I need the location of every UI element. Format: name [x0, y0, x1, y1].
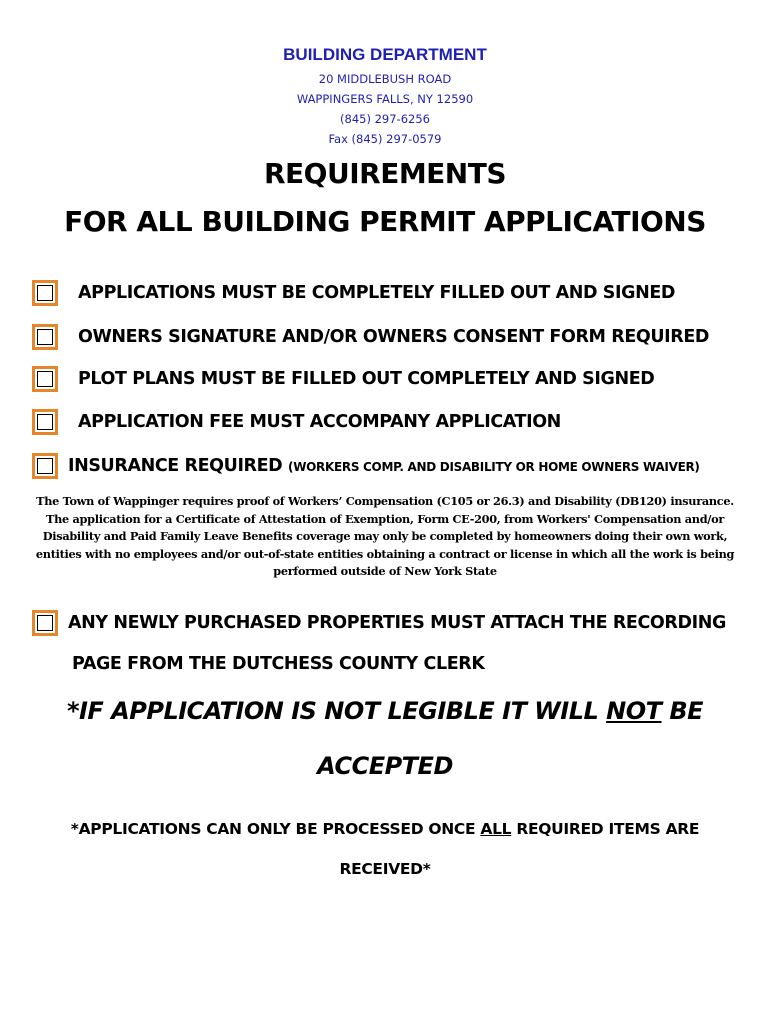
legibility-warning-part2: BE	[661, 697, 704, 725]
requirement-checkbox[interactable]	[32, 280, 58, 306]
address-line-1: 20 MIDDLEBUSH ROAD	[318, 72, 452, 86]
address-line-2: WAPPINGERS FALLS, NY 12590	[296, 92, 474, 106]
requirement-checkbox[interactable]	[32, 610, 58, 636]
requirement-label: APPLICATION FEE MUST ACCOMPANY APPLICATION	[78, 412, 561, 432]
requirement-checkbox[interactable]	[32, 366, 58, 392]
requirement-item	[32, 324, 709, 350]
requirement-label: PLOT PLANS MUST BE FILLED OUT COMPLETELY AND SIGNED	[78, 369, 655, 389]
page-subtitle: FOR ALL BUILDING PERMIT APPLICATIONS	[64, 205, 706, 238]
requirement-checkbox[interactable]	[32, 453, 58, 479]
department-name: BUILDING DEPARTMENT	[283, 45, 487, 64]
requirement-label: ANY NEWLY PURCHASED PROPERTIES MUST ATTACH THE RECORDING	[68, 613, 726, 633]
processing-notice-line2: RECEIVED*	[339, 860, 431, 878]
insurance-notice: The Town of Wappinger requires proof of Workers’ Compensation (C105 or 26.3) and Disability (DB120) insurance. The application for a Certificate of Attestation of Exemption, Form CE-200, from Workers' Compensation and/or Disability and Paid Family Leave Benefits coverage may only be completed by homeowners doing their own work, entities with no employees and/or out-of-state entities obtaining a contract or license in which all the work is being performed outside of New York State	[35, 494, 735, 578]
insurance-label: INSURANCE REQUIRED	[68, 456, 283, 476]
requirement-label: OWNERS SIGNATURE AND/OR OWNERS CONSENT FORM REQUIRED	[78, 327, 710, 347]
legibility-warning-part1: *IF APPLICATION IS NOT LEGIBLE IT WILL	[66, 697, 607, 725]
requirement-item	[32, 409, 561, 435]
processing-notice-part1: *APPLICATIONS CAN ONLY BE PROCESSED ONCE	[70, 820, 481, 838]
requirement-label: APPLICATIONS MUST BE COMPLETELY FILLED OUT AND SIGNED	[78, 283, 676, 303]
requirement-label	[68, 456, 700, 476]
requirement-item	[32, 366, 654, 392]
fax-number: Fax (845) 297-0579	[328, 132, 442, 146]
legibility-warning	[0, 697, 770, 725]
phone-number: (845) 297-6256	[340, 112, 430, 126]
insurance-note: (WORKERS COMP. AND DISABILITY OR HOME OWNERS WAIVER)	[288, 460, 700, 474]
requirement-item	[32, 453, 700, 479]
requirement-checkbox[interactable]	[32, 409, 58, 435]
processing-notice-emphasis: ALL	[480, 820, 512, 838]
processing-notice	[0, 820, 770, 838]
requirement-item	[32, 610, 726, 636]
processing-notice-part2: REQUIRED ITEMS ARE	[511, 820, 700, 838]
legibility-warning-emphasis: NOT	[606, 697, 662, 725]
requirement-label-continuation: PAGE FROM THE DUTCHESS COUNTY CLERK	[72, 654, 485, 674]
legibility-warning-line2: ACCEPTED	[317, 752, 453, 780]
requirement-checkbox[interactable]	[32, 324, 58, 350]
page-title: REQUIREMENTS	[263, 157, 507, 190]
requirement-item	[32, 280, 675, 306]
